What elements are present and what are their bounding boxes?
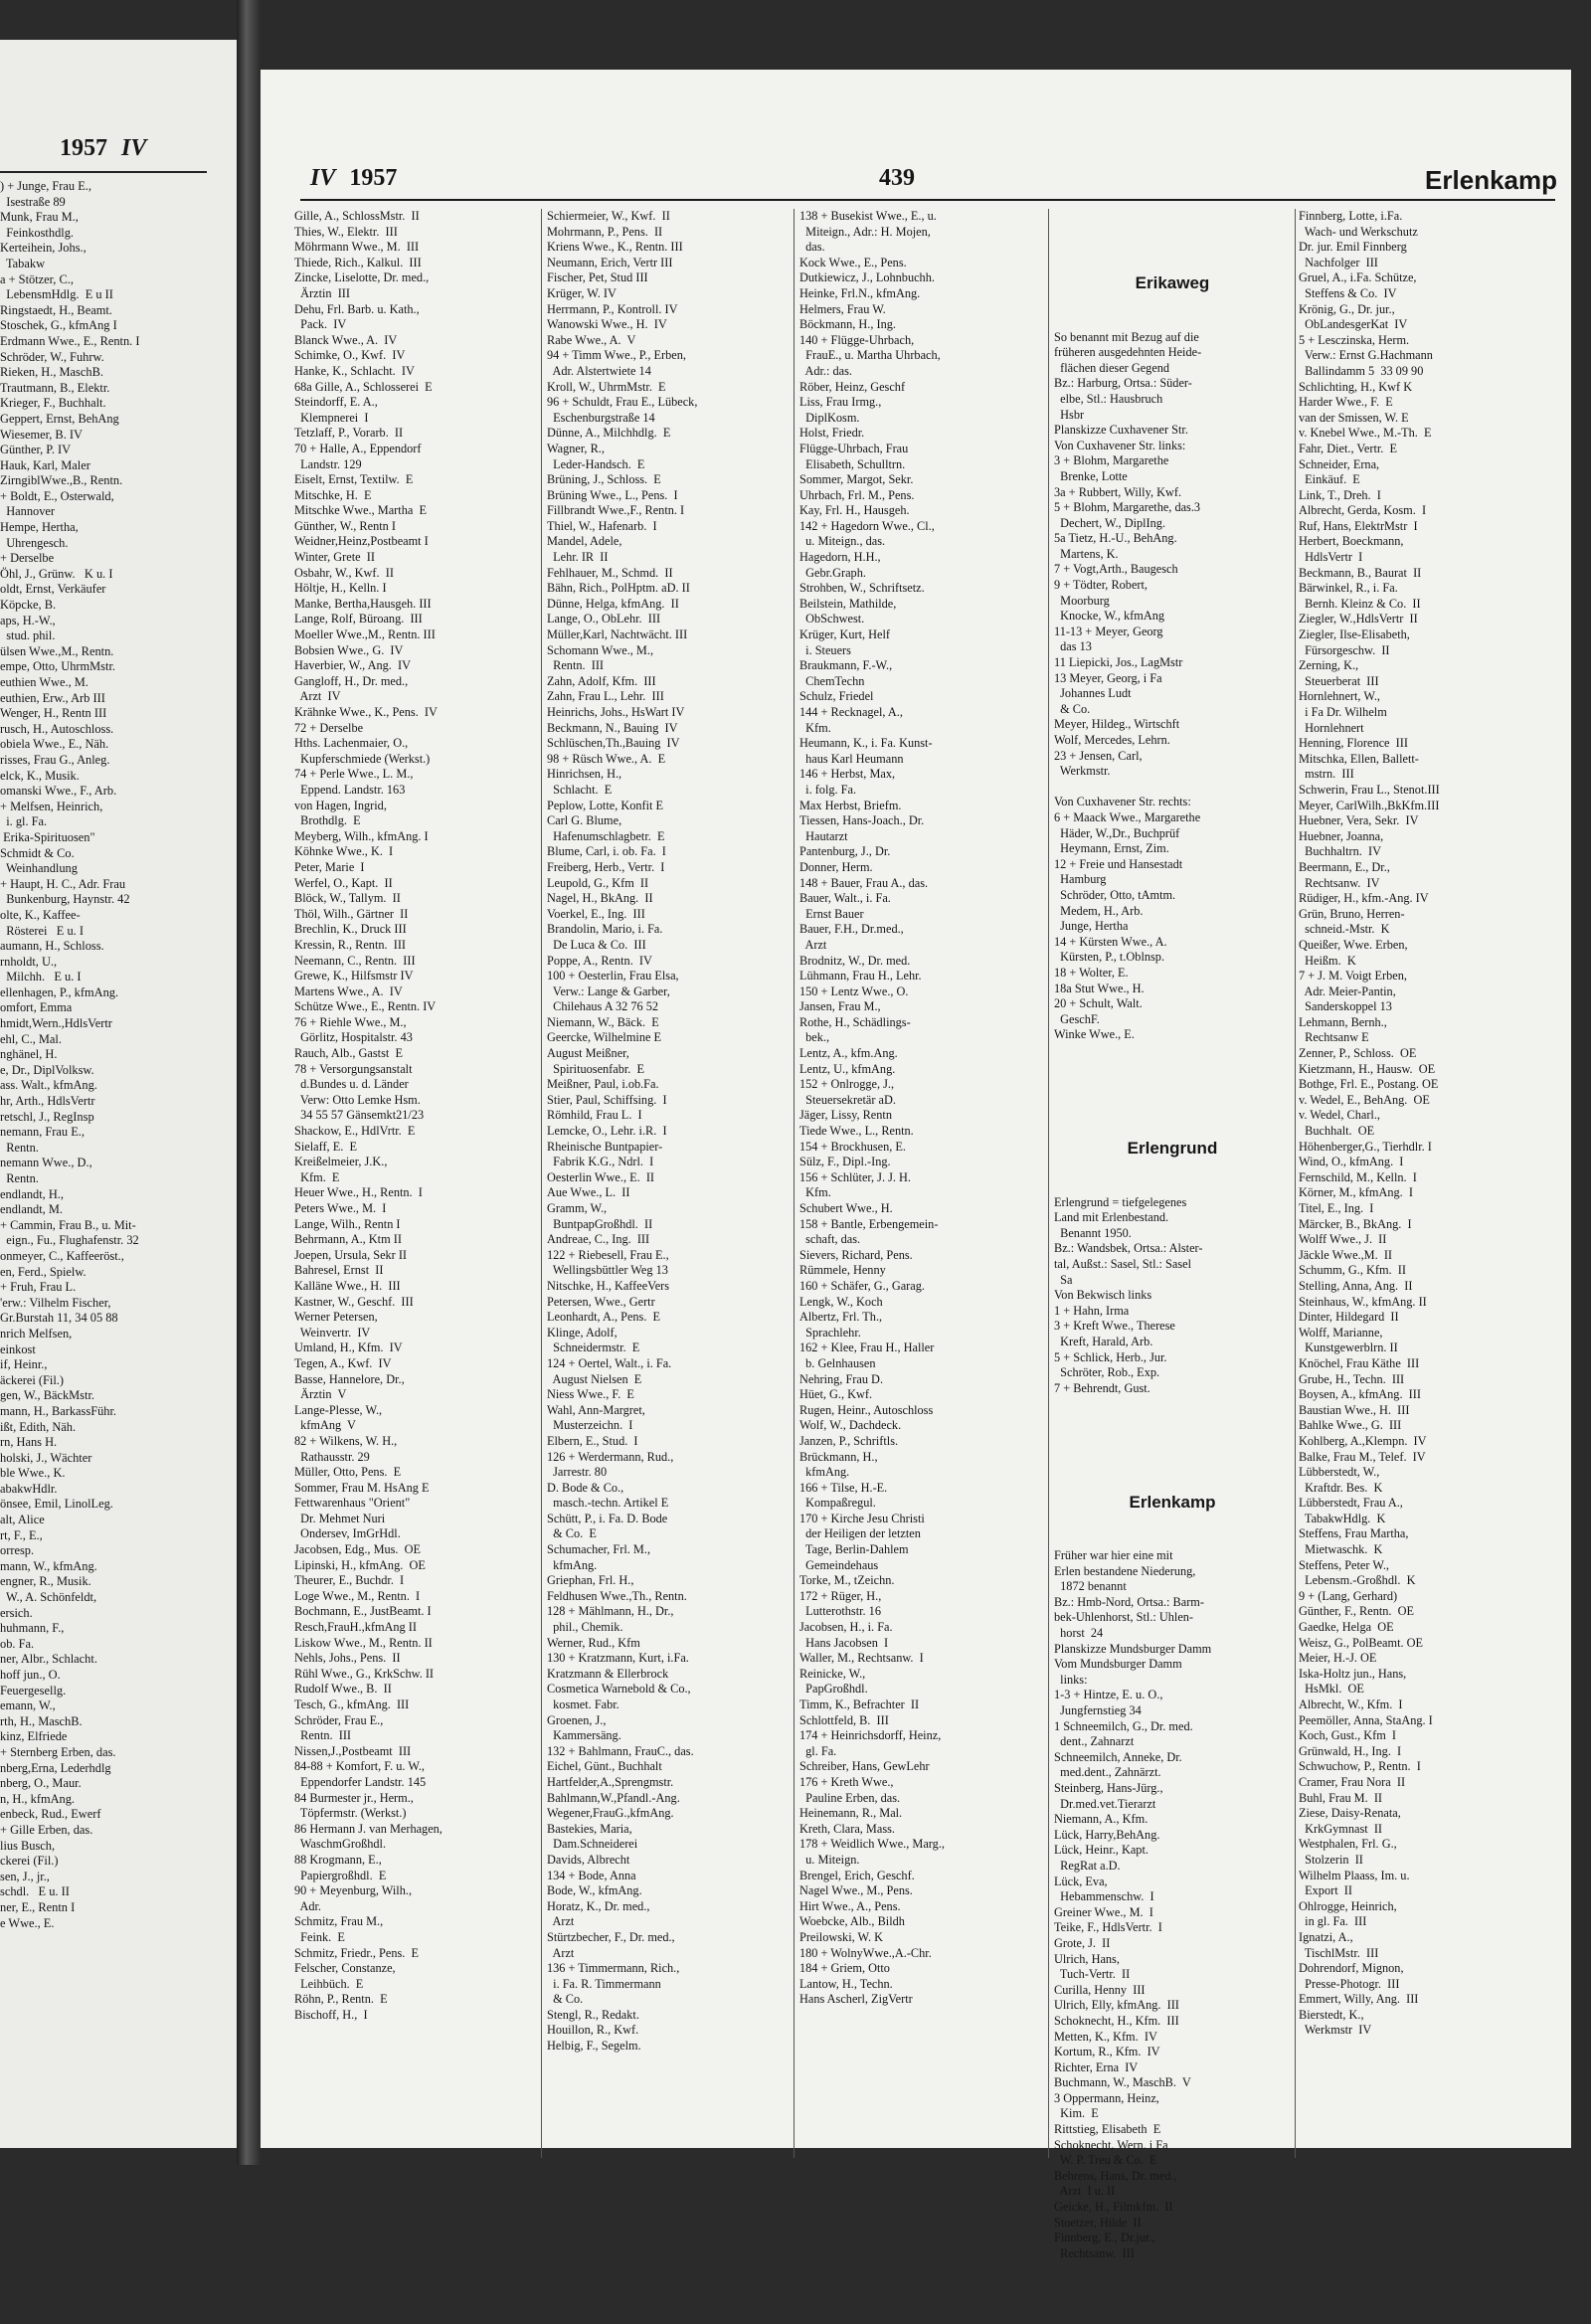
directory-column-4	[1054, 209, 1291, 2324]
street-section-erikaweg	[1054, 240, 1291, 1074]
left-page-header-rule	[0, 171, 207, 173]
page-volume: IV	[310, 165, 336, 191]
directory-column-5: Finnberg, Lotte, i.Fa. Wach- und Werkschutz Dr. jur. Emil Finnberg Nachfolger III Gruel, A., i.Fa. Schütze, Steffens & Co. IV Krönig, G., Dr. jur., ObLandesgerKat IV 5 + Lesczinska, Herm. Verw.: Ernst G.Hachmann Ballindamm 5 33 09 90 Schlichting, H., Kwf K Harder Wwe., F. E van der Smissen, W. E v. Knebel Wwe., M.-Th. E Fahr, Diet., Vertr. E Schneider, Erna, Einkäuf. E Link, T., Dreh. I Albrecht, Gerda, Kosm. I Ruf, Hans, ElektrMstr I Herbert, Boeckmann, HdlsVertr I Beckmann, B., Baurat II Bärwinkel, R., i. Fa. Bernh. Kleinz & Co. II Ziegler, W.,HdlsVertr II Ziegler, Ilse-Elisabeth, Fürsorgeschw. II Zerning, K., Steuerberat III Hornlehnert, W., i Fa Dr. Wilhelm Hornlehnert Henning, Florence III Mitschka, Ellen, Ballett- mstrn. III Schwerin, Frau L., Stenot.III Meyer, CarlWilh.,BkKfm.III Huebner, Vera, Sekr. IV Huebner, Joanna, Buchhaltrn. IV Beermann, E., Dr., Rechtsanw. IV Rüdiger, H., kfm.-Ang. IV Grün, Bruno, Herren- schneid.-Mstr. K Queißer, Wwe. Erben, Heißm. K 7 + J. M. Voigt Erben, Adr. Meier-Pantin, Sanderskoppel 13 Lehmann, Bernh., Rechtsanw E Zenner, P., Schloss. OE Kietzmann, H., Hausw. OE Bothge, Frl. E., Postang. OE v. Wedel, E., BehAng. OE v. Wedel, Charl., Buchhalt. OE Höhenberger,G., Tierhdlr. I Wind, O., kfmAng. I Fernschild, M., Kelln. I Körner, M., kfmAng. I Titel, E., Ing. I Märcker, B., BkAng. I Wolff Wwe., J. II Jäckle Wwe.,M. II Schumm, G., Kfm. II Stelling, Anna, Ang. II Steinhaus, W., kfmAng. II Dinter, Hildegard II Wolff, Marianne, Kunstgewerblrn. II Knöchel, Frau Käthe III Grube, H., Techn. III Boysen, A., kfmAng. III Baustian Wwe., H. III Bahlke Wwe., G. III Kohlberg, A.,Klempn. IV Balke, Frau M., Telef. IV Lübberstedt, W., Kraftdr. Bes. K Lübberstedt, Frau A., TabakwHdlg. K Steffens, Frau Martha, Mietwaschk. K Steffens, Peter W., Lebensm.-Großhdl. K 9 + (Lang, Gerhard) Günther, F., Rentn. OE Gaedke, Helga OE Weisz, G., PolBeamt. OE Meier, H.-J. OE Iska-Holtz jun., Hans, HsMkl. OE Albrecht, W., Kfm. I Peemöller, Anna, StaAng. I Koch, Gust., Kfm I Grünwald, H., Ing. I Schwuchow, P., Rentn. I Cramer, Frau Nora II Buhl, Frau M. II Ziese, Daisy-Renata, KrkGymnast II Westphalen, Frl. G., Stolzerin II Wilhelm Plaass, Im. u. Export II Ohlrogge, Heinrich, in gl. Fa. III Ignatzi, A., TischlMstr. III Dohrendorf, Mignon, Presse-Photogr. III Emmert, Willy, Ang. III Bierstedt, K., Werkmstr IV	[1299, 209, 1440, 2038]
directory-column-3: 138 + Busekist Wwe., E., u. Miteign., Adr.: H. Mojen, das. Kock Wwe., E., Pens. Dutkiewicz, J., Lohnbuchh. Heinke, Frl.N., kfmAng. Helmers, Frau W. Böckmann, H., Ing. 140 + Flügge-Uhrbach, FrauE., u. Martha Uhrbach, Adr.: das. Röber, Heinz, Geschf Liss, Frau Irmg., DiplKosm. Holst, Friedr. Flügge-Uhrbach, Frau Elisabeth, Schulltrn. Sommer, Margot, Sekr. Uhrbach, Frl. M., Pens. Kay, Frl. H., Hausgeh. 142 + Hagedorn Wwe., Cl., u. Miteign., das. Hagedorn, H.H., Gebr.Graph. Strohben, W., Schriftsetz. Beilstein, Mathilde, ObSchwest. Krüger, Kurt, Helf i. Steuers Braukmann, F.-W., ChemTechn Schulz, Friedel 144 + Recknagel, A., Kfm. Heumann, K., i. Fa. Kunst- haus Karl Heumann 146 + Herbst, Max, i. folg. Fa. Max Herbst, Briefm. Tiessen, Hans-Joach., Dr. Hautarzt Pantenburg, J., Dr. Donner, Herm. 148 + Bauer, Frau A., das. Bauer, Walt., i. Fa. Ernst Bauer Bauer, F.H., Dr.med., Arzt Brodnitz, W., Dr. med. Lühmann, Frau H., Lehr. 150 + Lentz Wwe., O. Jansen, Frau M., Rothe, H., Schädlings- bek., Lentz, A., kfm.Ang. Lentz, U., kfmAng. 152 + Onlrogge, J., Steuersekretär aD. Jäger, Lissy, Rentn Tiede Wwe., L., Rentn. 154 + Brockhusen, E. Sülz, F., Dipl.-Ing. 156 + Schlüter, J. J. H. Kfm. Schubert Wwe., H. 158 + Bantle, Erbengemein- schaft, das. Sievers, Richard, Pens. Rümmele, Henny 160 + Schäfer, G., Garag. Lengk, W., Koch Albertz, Frl. Th., Sprachlehr. 162 + Klee, Frau H., Haller b. Gelnhausen Nehring, Frau D. Hüet, G., Kwf. Rugen, Heinr., Autoschloss Wolf, W., Dachdeck. Janzen, P., Schriftls. Brückmann, H., kfmAng. 166 + Tilse, H.-E. Kompaßregul. 170 + Kirche Jesu Christi der Heiligen der letzten Tage, Berlin-Dahlem Gemeindehaus Torke, M., tZeichn. 172 + Rüger, H., Lutterothstr. 16 Jacobsen, H., i. Fa. Hans Jacobsen I Waller, M., Rechtsanw. I Reinicke, W., PapGroßhdl. Timm, K., Befrachter II Schlottfeld, B. III 174 + Heinrichsdorff, Heinz, gl. Fa. Schreiber, Hans, GewLehr 176 + Kreth Wwe., Pauline Erben, das. Heinemann, R., Mal. Kreth, Clara, Mass. 178 + Weidlich Wwe., Marg., u. Miteign. Brengel, Erich, Geschf. Nagel Wwe., M., Pens. Hirt Wwe., A., Pens. Woebcke, Alb., Bildh Preilowski, W. K 180 + WolnyWwe.,A.-Chr. 184 + Griem, Otto Lantow, H., Techn. Hans Ascherl, ZigVertr	[799, 209, 945, 2007]
column-divider	[541, 209, 542, 2158]
left-page-header	[60, 135, 146, 162]
column-divider	[1295, 209, 1296, 2158]
page-number: 439	[879, 165, 915, 191]
left-page	[0, 40, 237, 2148]
page-header-left	[310, 165, 397, 192]
street-heading: Erikaweg	[1135, 273, 1210, 293]
page-street-range: Erlenkamp	[1425, 165, 1557, 195]
street-entries: So benannt mit Bezug auf die früheren ausgedehnten Heide- flächen dieser Gegend Bz.: Harburg, Ortsa.: Süder- elbe, Stl.: Hausbruch Hsbr Planskizze Cuxhavener Str. Von Cuxhavener Str. links: 3 + Blohm, Margarethe Brenke, Lotte 3a + Rubbert, Willy, Kwf. 5 + Blohm, Margarethe, das.3 Dechert, W., DiplIng. 5a Tietz, H.-U., BehAng. Martens, K. 7 + Vogt,Arth., Baugesch 9 + Tödter, Robert, Moorburg Knocke, W., kfmAng 11-13 + Meyer, Georg das 13 11 Liepicki, Jos., LagMstr 13 Meyer, Georg, i Fa Johannes Ludt & Co. Meyer, Hildeg., Wirtschft Wolf, Mercedes, Lehrn. 23 + Jensen, Carl, Werkmstr. Von Cuxhavener Str. rechts: 6 + Maack Wwe., Margarethe Häder, W.,Dr., Buchprüf Heymann, Ernst, Zim. 12 + Freie und Hansestadt Hamburg Schröder, Otto, tAmtm. Medem, H., Arb. Junge, Hertha 14 + Kürsten Wwe., A. Kürsten, P., t.Oblnsp. 18 + Wolter, E. 18a Stut Wwe., H. 20 + Schult, Walt. GeschF. Winke Wwe., E.	[1054, 329, 1202, 1042]
directory-column-1: Gille, A., SchlossMstr. II Thies, W., Elektr. III Möhrmann Wwe., M. III Thiede, Rich., Kalkul. III Zincke, Liselotte, Dr. med., Ärztin III Dehu, Frl. Barb. u. Kath., Pack. IV Blanck Wwe., A. IV Schimke, O., Kwf. IV Hanke, K., Schlacht. IV 68a Gille, A., Schlosserei E Steindorff, E. A., Klempnerei I Tetzlaff, P., Vorarb. II 70 + Halle, A., Eppendorf Landstr. 129 Eiselt, Ernst, Textilw. E Mitschke, H. E Mitschke Wwe., Martha E Günther, W., Rentn I Weidner,Heinz,Postbeamt I Winter, Grete II Osbahr, W., Kwf. II Höltje, H., Kelln. I Manke, Bertha,Hausgeh. III Lange, Rolf, Büroang. III Moeller Wwe.,M., Rentn. III Bobsien Wwe., G. IV Haverbier, W., Ang. IV Gangloff, H., Dr. med., Arzt IV Krähnke Wwe., K., Pens. IV 72 + Derselbe Hths. Lachenmaier, O., Kupferschmiede (Werkst.) 74 + Perle Wwe., L. M., Eppend. Landstr. 163 von Hagen, Ingrid, Brothdlg. E Meyberg, Wilh., kfmAng. I Köhnke Wwe., K. I Peter, Marie I Werfel, O., Kapt. II Blöck, W., Tallym. II Thöl, Wilh., Gärtner II Brechlin, K., Druck III Kressin, R., Rentn. III Neemann, C., Rentn. III Grewe, K., Hilfsmstr IV Martens Wwe., A. IV Schütze Wwe., E., Rentn. IV 76 + Riehle Wwe., M., Görlitz, Hospitalstr. 43 Rauch, Alb., Gastst E 78 + Versorgungsanstalt d.Bundes u. d. Länder Verw: Otto Lemke Hsm. 34 55 57 Gänsemkt21/23 Shackow, E., HdlVrtr. E Sielaff, E. E Kreißelmeier, J.K., Kfm. E Heuer Wwe., H., Rentn. I Peters Wwe., M. I Lange, Wilh., Rentn I Behrmann, A., Ktm II Joepen, Ursula, Sekr II Bahresel, Ernst II Kalläne Wwe., H. III Kastner, W., Geschf. III Werner Petersen, Weinvertr. IV Umland, H., Kfm. IV Tegen, A., Kwf. IV Basse, Hannelore, Dr., Ärztin V Lange-Plesse, W., kfmAng V 82 + Wilkens, W. H., Rathausstr. 29 Müller, Otto, Pens. E Sommer, Frau M. HsAng E Fettwarenhaus "Orient" Dr. Mehmet Nuri Ondersev, ImGrHdl. Jacobsen, Edg., Mus. OE Lipinski, H., kfmAng. OE Theurer, E., Buchdr. I Loge Wwe., M., Rentn. I Bochmann, E., JustBeamt. I Resch,FrauH.,kfmAng II Liskow Wwe., M., Rentn. II Nehls, Johs., Pens. II Rühl Wwe., G., KrkSchw. II Rudolf Wwe., B. II Tesch, G., kfmAng. III Schröder, Frau E., Rentn. III Nissen,J.,Postbeamt III 84-88 + Komfort, F. u. W., Eppendorfer Landstr. 145 84 Burmester jr., Herm., Töpfermstr. (Werkst.) 86 Hermann J. van Merhagen, WaschmGroßhdl. 88 Krogmann, E., Papiergroßhdl. E 90 + Meyenburg, Wilh., Adr. Schmitz, Frau M., Feink. E Schmitz, Friedr., Pens. E Felscher, Constanze, Leihbüch. E Röhn, P., Rentn. E Bischoff, H., I	[294, 209, 442, 2022]
page-year: 1957	[349, 165, 398, 191]
left-page-column: ) + Junge, Frau E., Isestraße 89 Munk, Frau M., Feinkosthdlg. Kerteihein, Johs., Tabakw a + Stötzer, C., LebensmHdlg. E u II Ringstaedt, H., Beamt. Stoschek, G., kfmAng I Erdmann Wwe., E., Rentn. I Schröder, W., Fuhrw. Rieken, H., MaschB. Trautmann, B., Elektr. Krieger, F., Buchhalt. Geppert, Ernst, BehAng Wiesemer, B. IV Günther, P. IV Hauk, Karl, Maler ZirngiblWwe.,B., Rentn. + Boldt, E., Osterwald, Hannover Hempe, Hertha, Uhrengesch. + Derselbe Öhl, J., Grünw. K u. I oldt, Ernst, Verkäufer Köpcke, B. aps, H.-W., stud. phil. ülsen Wwe.,M., Rentn. empe, Otto, UhrmMstr. euthien Wwe., M. euthien, Erw., Arb III Wenger, H., Rentn III rusch, H., Autoschloss. obiela Wwe., E., Näh. risses, Frau G., Anleg. elck, K., Musik. omanski Wwe., F., Arb. + Melfsen, Heinrich, i. gl. Fa. Erika-Spirituosen" Schmidt & Co. Weinhandlung + Haupt, H. C., Adr. Frau Bunkenburg, Haynstr. 42 olte, K., Kaffee- Rösterei E u. I aumann, H., Schloss. rnholdt, U., Milchh. E u. I ellenhagen, P., kfmAng. omfort, Emma hmidt,Wern.,HdlsVertr ehl, C., Mal. nghänel, H. e, Dr., DiplVolksw. ass. Walt., kfmAng. hr, Arth., HdlsVertr retschl, J., RegInsp nemann, Frau E., Rentn. nemann Wwe., D., Rentn. endlandt, H., endlandt, M. + Cammin, Frau B., u. Mit- eign., Fu., Flughafenstr. 32 onmeyer, C., Kaffeeröst., en, Ferd., Spielw. + Fruh, Frau L. 'erw.: Vilhelm Fischer, Gr.Burstah 11, 34 05 88 nrich Melfsen, einkost if, Heinr., äckerei (Fil.) gen, W., BäckMstr. mann, H., BarkassFühr. ißt, Edith, Näh. rn, Hans H. holski, J., Wächter ble Wwe., K. abakwHdlr. önsee, Emil, LinolLeg. alt, Alice rt, F., E., orresp. mann, W., kfmAng. engner, R., Musik. W., A. Schönfeldt, ersich. huhmann, F., ob. Fa. ner, Albr., Schlacht. hoff jun., O. Feuergesellg. emann, W., rth, H., MaschB. kinz, Elfriede + Sternberg Erben, das. nberg,Erna, Lederhdlg nberg, O., Maur. n, H., kfmAng. enbeck, Rud., Ewerf + Gille Erben, das. lius Busch, ckerei (Fil.) sen, J., jr., schdl. E u. II ner, E., Rentn I e Wwe., E.	[0, 179, 140, 1930]
street-entries: Früher war hier eine mit Erlen bestandene Niederung, 1872 benannt Bz.: Hmb-Nord, Ortsa.: Barm- bek-Uhlenhorst, Stl.: Uhlen- horst 24 Planskizze Mundsburger Damm Vom Mundsburger Damm links: 1-3 + Hintze, E. u. O., Jungfernstieg 34 1 Schneemilch, G., Dr. med. dent., Zahnarzt Schneemilch, Anneke, Dr. med.dent., Zahnärzt. Steinberg, Hans-Jürg., Dr.med.vet.Tierarzt Niemann, A., Kfm. Lück, Harry,BehAng. Lück, Heinr., Kapt. RegRat a.D. Lück, Eva, Hebammenschw. I Greiner Wwe., M. I Teike, F., HdlsVertr. I Grote, J. II Ulrich, Hans, Tuch-Vertr. II Curilla, Henny III Ulrich, Elly, kfmAng. III Schoknecht, H., Kfm. III Metten, K., Kfm. IV Kortum, R., Kfm. IV Richter, Erna IV Buchmann, W., MaschB. V 3 Oppermann, Heinz, Kim. E Rittstieg, Elisabeth E Schoknecht, Wern. i Fa W. P. Treu & Co. E Behrens, Hans, Dr. med., Arzt I u. II Geicke, H., Filmkfm. II Stoetzer, Hilde II Finnberg, E., Dr.jur., Rechtsanw. III	[1054, 1548, 1212, 2260]
directory-column-2: Schiermeier, W., Kwf. II Mohrmann, P., Pens. II Kriens Wwe., K., Rentn. III Neumann, Erich, Vertr III Fischer, Pet, Stud III Krüger, W. IV Herrmann, P., Kontroll. IV Wanowski Wwe., H. IV Rabe Wwe., A. V 94 + Timm Wwe., P., Erben, Adr. Alstertwiete 14 Kroll, W., UhrmMstr. E 96 + Schuldt, Frau E., Lübeck, Eschenburgstraße 14 Dünne, A., Milchhdlg. E Wagner, R., Leder-Handsch. E Brüning, J., Schloss. E Brüning Wwe., L., Pens. I Fillbrandt Wwe.,F., Rentn. I Thiel, W., Hafenarb. I Mandel, Adele, Lehr. IR II Fehlhauer, M., Schmd. II Bähn, Rich., PolHptm. aD. II Dünne, Helga, kfmAng. II Lange, O., ObLehr. III Müller,Karl, Nachtwächt. III Schomann Wwe., M., Rentn. III Zahn, Adolf, Kfm. III Zahn, Frau L., Lehr. III Heinrichs, Johs., HsWart IV Beckmann, N., Bauing IV Schlüschen,Th.,Bauing IV 98 + Rüsch Wwe., A. E Hinrichsen, H., Schlacht. E Peplow, Lotte, Konfit E Carl G. Blume, Hafenumschlagbetr. E Blume, Carl, i. ob. Fa. I Freiberg, Herb., Vertr. I Leupold, G., Kfm II Nagel, H., BkAng. II Voerkel, E., Ing. III Brandolin, Mario, i. Fa. De Luca & Co. III Poppe, A., Rentn. IV 100 + Oesterlin, Frau Elsa, Verw.: Lange & Garber, Chilehaus A 32 76 52 Niemann, W., Bäck. E Geercke, Wilhelmine E August Meißner, Spirituosenfabr. E Meißner, Paul, i.ob.Fa. Stier, Paul, Schiffsing. I Römhild, Frau L. I Lemcke, O., Lehr. i.R. I Rheinische Buntpapier- Fabrik K.G., Ndrl. I Oesterlin Wwe., E. II Aue Wwe., L. II Gramm, W., BuntpapGroßhdl. II Andreae, C., Ing. III 122 + Riebesell, Frau E., Wellingsbüttler Weg 13 Nitschke, H., KaffeeVers Petersen, Wwe., Gertr Leonhardt, A., Pens. E Klinge, Adolf, Schneidermstr. E 124 + Oertel, Walt., i. Fa. August Nielsen E Niess Wwe., F. E Wahl, Ann-Margret, Musterzeichn. I Elbern, E., Stud. I 126 + Werdermann, Rud., Jarrestr. 80 D. Bode & Co., masch.-techn. Artikel E Schütt, P., i. Fa. D. Bode & Co. E Schumacher, Frl. M., kfmAng. Griephan, Frl. H., Feldhusen Wwe.,Th., Rentn. 128 + Mählmann, H., Dr., phil., Chemik. Werner, Rud., Kfm 130 + Kratzmann, Kurt, i.Fa. Kratzmann & Ellerbrock Cosmetica Warnebold & Co., kosmet. Fabr. Groenen, J., Kammersäng. 132 + Bahlmann, FrauC., das. Eichel, Günt., Buchhalt Hartfelder,A.,Sprengmstr. Bahlmann,W.,Pfandl.-Ang. Wegener,FrauG.,kfmAng. Bastekies, Maria, Dam.Schneiderei Davids, Albrecht 134 + Bode, Anna Bode, W., kfmAng. Horatz, K., Dr. med., Arzt Stürtzbecher, F., Dr. med., Arzt 136 + Timmermann, Rich., i. Fa. R. Timmermann & Co. Stengl, R., Redakt. Houillon, R., Kwf. Helbig, F., Segelm.	[547, 209, 698, 2054]
street-entries: Erlengrund = tiefgelegenes Land mit Erlenbestand. Benannt 1950. Bz.: Wandsbek, Ortsa.: Alster- tal, Außst.: Sasel, Stl.: Sasel Sa Von Bekwisch links 1 + Hahn, Irma 3 + Kreft Wwe., Therese Kreft, Harald, Arb. 5 + Schlick, Herb., Jur. Schröter, Rob., Exp. 7 + Behrendt, Gust.	[1054, 1194, 1203, 1395]
book-gutter	[237, 0, 261, 2165]
column-divider	[1048, 209, 1049, 2158]
left-page-volume: IV	[121, 135, 147, 161]
column-divider	[794, 209, 795, 2158]
street-section-erlenkamp	[1054, 1459, 1291, 2293]
header-rule	[300, 199, 1555, 201]
left-page-year: 1957	[60, 135, 107, 161]
street-section-erlengrund	[1054, 1105, 1291, 1427]
street-heading: Erlenkamp	[1129, 1492, 1216, 1512]
right-page	[261, 70, 1571, 2260]
street-heading: Erlengrund	[1127, 1139, 1218, 1159]
